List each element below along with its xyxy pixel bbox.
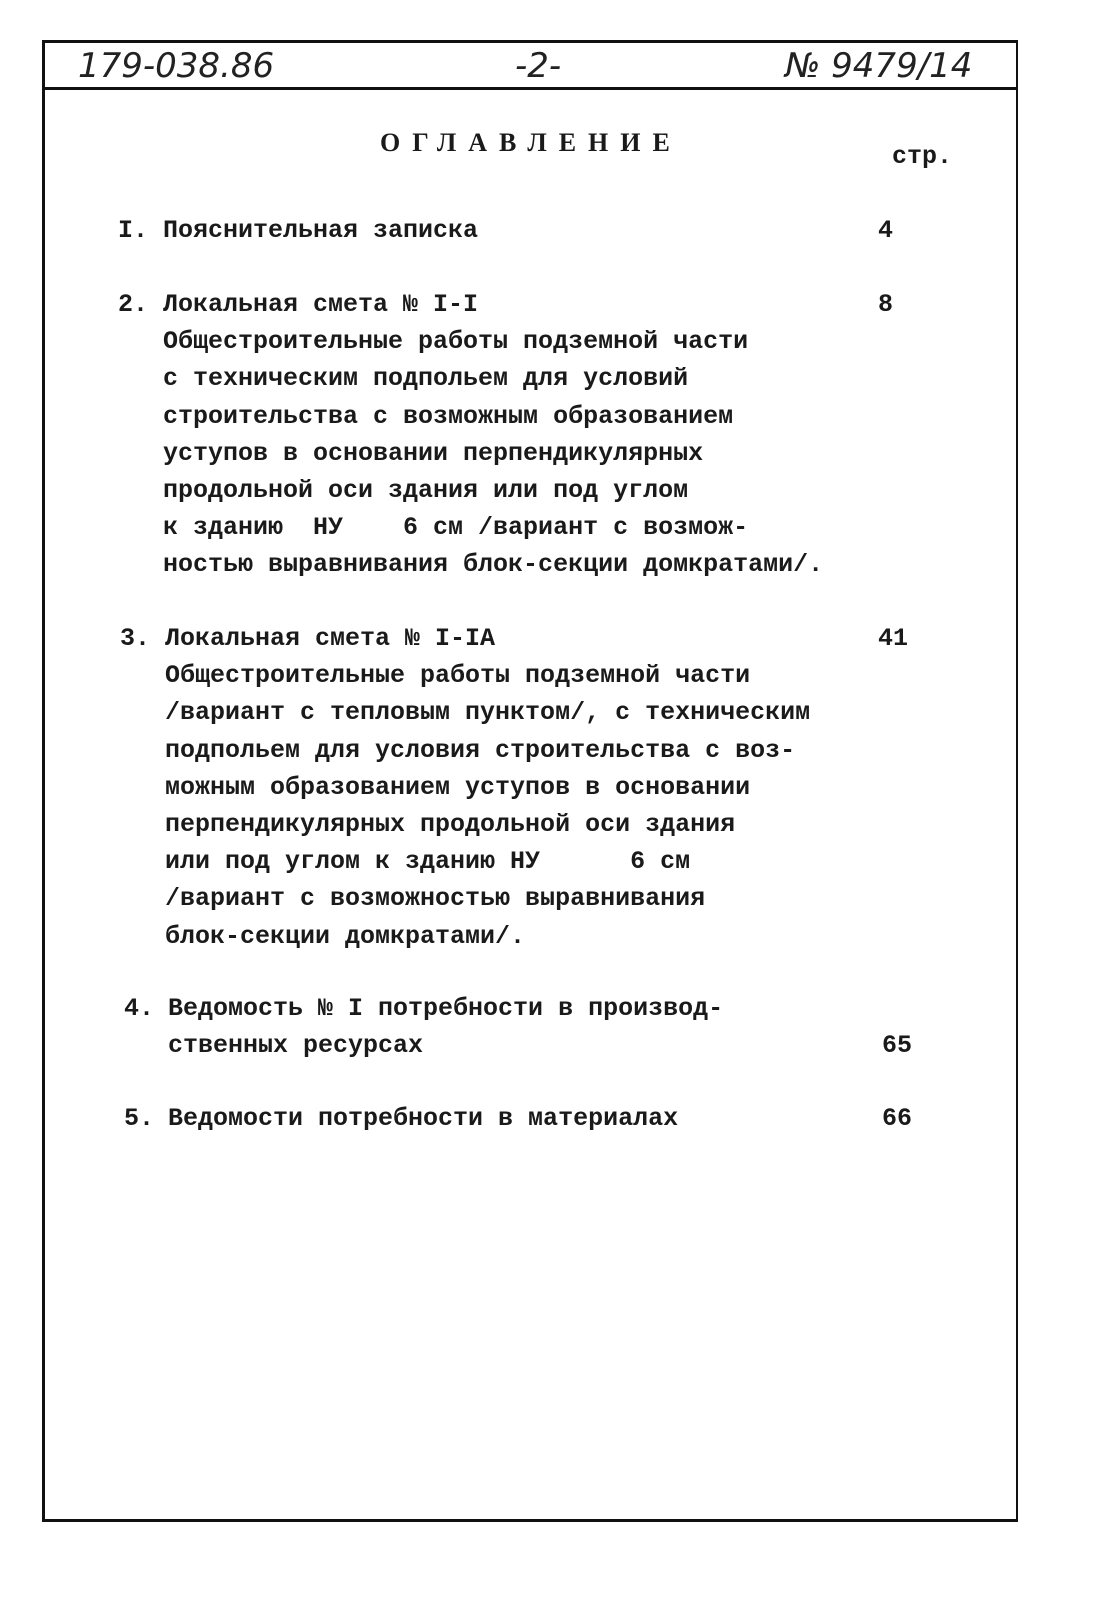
toc-item-number: I. [118,216,149,245]
page-title: ОГЛАВЛЕНИЕ [380,128,682,157]
toc-item-line: строительства с возможным образованием [163,401,734,431]
toc-item-line: Локальная смета № I-IA [165,624,496,653]
toc-item-line: Ведомость № I потребности в производ- [168,994,724,1023]
toc-item-number: 2. [118,290,149,319]
toc-item-page: 41 [878,624,909,653]
toc-item-line: /вариант с тепловым пунктом/, с техническим [165,698,811,728]
toc-item-line: Общестроительные работы подземной части [165,661,751,691]
toc-item-number: 3. [120,624,151,653]
toc-item-page: 66 [882,1104,913,1133]
toc-item-line: или под углом к зданию НУ 6 см [165,847,691,877]
toc-item-line: уступов в основании перпендикулярных [163,438,704,468]
toc-item-line: подпольем для условия строительства с воз- [165,735,796,765]
toc-item-line: ственных ресурсах [168,1031,424,1061]
toc-item-line: к зданию НУ 6 см /вариант с возмож- [163,513,749,543]
toc-item-line: ностью выравнивания блок-секции домкратами/. [163,550,824,580]
toc-item-line: перпендикулярных продольной оси здания [165,810,736,839]
toc-item-page: 65 [882,1031,913,1061]
toc-item-line: /вариант с возможностью выравнивания [165,884,706,914]
archive-number: № 9479/14 [785,46,973,86]
toc-item-line: блок-секции домкратами/. [165,921,526,951]
toc-item-page: 8 [878,290,894,319]
toc-item-number: 5. [124,1104,155,1133]
toc-item-line: с техническим подпольем для условий [163,364,689,394]
page-number: -2- [515,46,562,86]
toc-item-line: Пояснительная записка [163,216,479,245]
doc-code: 179-038.86 [78,46,275,86]
header-divider [42,87,1018,90]
toc-item-line: можным образованием уступов в основании [165,772,751,802]
toc-item-line: Общестроительные работы подземной части [163,327,749,357]
toc-item-page: 4 [878,216,894,245]
toc-item-line: продольной оси здания или под углом [163,476,689,505]
toc-item-line: Локальная смета № I-I [163,290,479,319]
page-column-label: стр. [892,142,953,171]
toc-item-number: 4. [124,994,155,1023]
toc-item-line: Ведомости потребности в материалах [168,1104,679,1133]
